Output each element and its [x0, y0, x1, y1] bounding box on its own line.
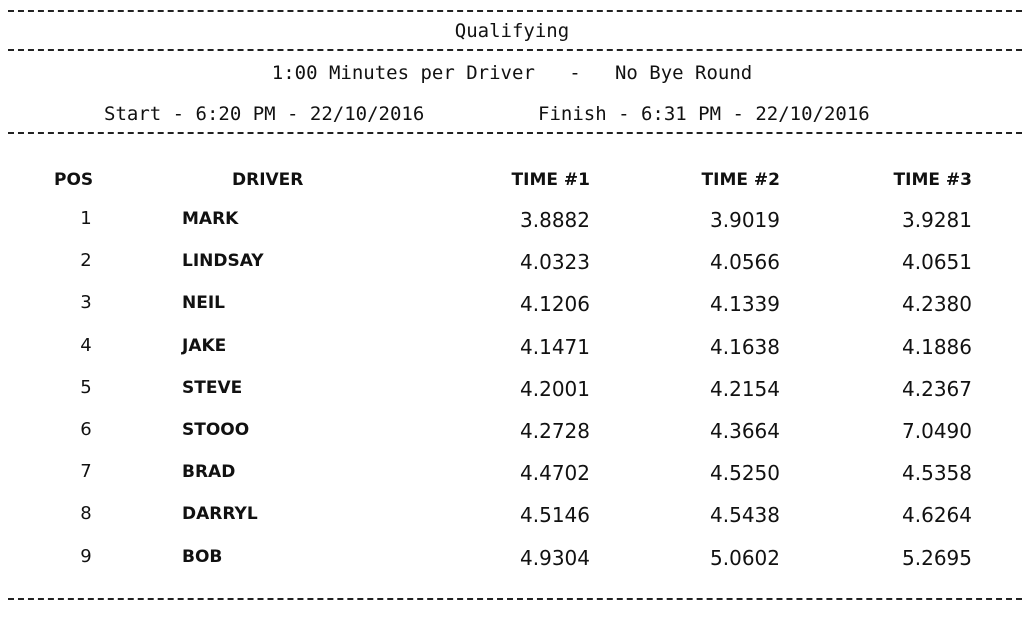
cell-time1: 3.8882 — [520, 208, 590, 232]
cell-time1: 4.1471 — [520, 335, 590, 359]
cell-pos: 4 — [80, 335, 92, 356]
cell-driver: BRAD — [182, 462, 236, 482]
cell-time2: 4.1339 — [710, 292, 780, 316]
cell-time3: 4.6264 — [902, 503, 972, 527]
cell-time1: 4.4702 — [520, 461, 590, 485]
column-header-time2: TIME #2 — [701, 170, 780, 190]
column-header-time3: TIME #3 — [893, 170, 972, 190]
cell-time3: 4.5358 — [902, 461, 972, 485]
cell-time3: 4.1886 — [902, 335, 972, 359]
cell-time3: 4.0651 — [902, 250, 972, 274]
cell-time1: 4.0323 — [520, 250, 590, 274]
cell-time2: 4.5250 — [710, 461, 780, 485]
cell-time2: 4.2154 — [710, 377, 780, 401]
finish-time: Finish - 6:31 PM - 22/10/2016 — [538, 103, 870, 125]
cell-pos: 2 — [80, 250, 92, 271]
cell-time2: 4.1638 — [710, 335, 780, 359]
cell-time3: 7.0490 — [902, 419, 972, 443]
column-header-pos: POS — [54, 170, 94, 190]
cell-driver: LINDSAY — [182, 251, 264, 271]
cell-time2: 3.9019 — [710, 208, 780, 232]
page-title: Qualifying — [454, 20, 570, 42]
cell-pos: 3 — [80, 292, 92, 313]
cell-driver: NEIL — [182, 293, 225, 313]
cell-pos: 6 — [80, 419, 92, 440]
cell-time2: 4.3664 — [710, 419, 780, 443]
cell-time2: 5.0602 — [710, 546, 780, 570]
session-info: 1:00 Minutes per Driver - No Bye Round — [271, 62, 753, 84]
cell-time1: 4.9304 — [520, 546, 590, 570]
cell-pos: 7 — [80, 461, 92, 482]
start-time: Start - 6:20 PM - 22/10/2016 — [104, 103, 425, 125]
divider-bottom — [8, 598, 1022, 600]
cell-pos: 8 — [80, 503, 92, 524]
cell-time1: 4.1206 — [520, 292, 590, 316]
cell-time3: 4.2367 — [902, 377, 972, 401]
cell-time2: 4.0566 — [710, 250, 780, 274]
cell-time2: 4.5438 — [710, 503, 780, 527]
column-header-time1: TIME #1 — [511, 170, 590, 190]
cell-driver: BOB — [182, 547, 223, 567]
cell-pos: 5 — [80, 377, 92, 398]
cell-time3: 3.9281 — [902, 208, 972, 232]
cell-driver: STEVE — [182, 378, 243, 398]
column-header-driver: DRIVER — [232, 170, 304, 190]
cell-driver: MARK — [182, 209, 239, 229]
cell-time1: 4.2001 — [520, 377, 590, 401]
divider-title — [8, 49, 1022, 51]
cell-time1: 4.5146 — [520, 503, 590, 527]
cell-driver: JAKE — [182, 336, 227, 356]
cell-time1: 4.2728 — [520, 419, 590, 443]
divider-top — [8, 10, 1022, 12]
cell-time3: 4.2380 — [902, 292, 972, 316]
cell-driver: DARRYL — [182, 504, 258, 524]
divider-header — [8, 132, 1022, 134]
cell-pos: 1 — [80, 208, 92, 229]
cell-pos: 9 — [80, 546, 92, 567]
cell-driver: STOOO — [182, 420, 250, 440]
cell-time3: 5.2695 — [902, 546, 972, 570]
